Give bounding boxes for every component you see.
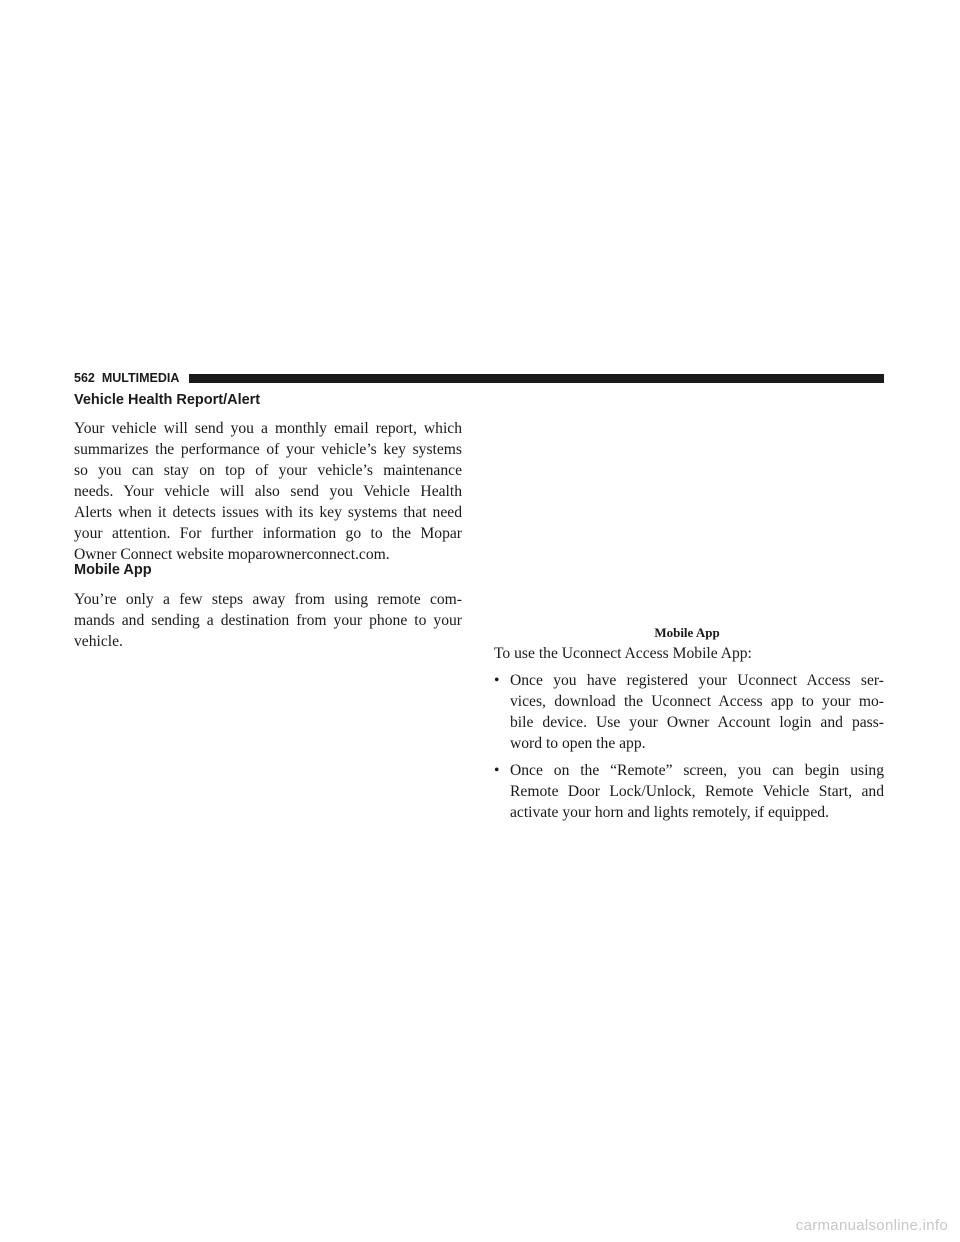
paragraph-line: You’re only a few steps away from using remote com- — [74, 591, 462, 608]
vehicle-health-paragraph — [74, 418, 462, 565]
section-title: MULTIMEDIA — [101, 371, 180, 385]
bullet-item-register — [494, 670, 884, 754]
paragraph-line: mands and sending a destination from your phone to your — [74, 612, 462, 629]
mobile-app-heading: Mobile App — [74, 562, 152, 578]
bullet-icon: • — [494, 762, 500, 779]
bullet-line: activate your horn and lights remotely, if equipped. — [510, 804, 830, 821]
bullet-icon: • — [494, 672, 500, 689]
bullet-line: vices, download the Uconnect Access app to your mo- — [510, 693, 884, 710]
paragraph-line: needs. Your vehicle will also send you Vehicle Health — [74, 483, 462, 500]
bullet-line: Once on the “Remote” screen, you can begin using — [510, 762, 884, 779]
bullet-line: Once you have registered your Uconnect Access ser- — [510, 672, 884, 689]
bullet-line: bile device. Use your Owner Account login and pass- — [510, 714, 884, 731]
paragraph-line: so you can stay on top of your vehicle’s maintenance — [74, 462, 462, 479]
mobile-app-figure — [494, 390, 884, 618]
bullet-text — [510, 760, 884, 823]
page-header — [74, 370, 884, 386]
paragraph-line: Your vehicle will send you a monthly email report, which — [74, 420, 462, 437]
paragraph-line: vehicle. — [74, 633, 123, 650]
paragraph-line: your attention. For further information go to the Mopar — [74, 525, 462, 542]
intro-text — [494, 643, 884, 664]
paragraph-line: Alerts when it detects issues with its key systems that need — [74, 504, 462, 521]
page-number: 562 — [74, 371, 95, 385]
bullet-item-remote — [494, 760, 884, 823]
paragraph-line: summarizes the performance of your vehicle’s key systems — [74, 441, 462, 458]
mobile-app-paragraph — [74, 589, 462, 652]
intro-line: To use the Uconnect Access Mobile App: — [494, 645, 752, 662]
bullet-line: Remote Door Lock/Unlock, Remote Vehicle Start, and — [510, 783, 884, 800]
watermark: carmanualsonline.info — [795, 1217, 948, 1234]
figure-caption: Mobile App — [654, 625, 720, 640]
paragraph-line: Owner Connect website moparownerconnect.com. — [74, 546, 390, 563]
bullet-line: word to open the app. — [510, 735, 646, 752]
header-rule — [189, 374, 884, 383]
vehicle-health-heading: Vehicle Health Report/Alert — [74, 392, 261, 408]
bullet-text — [510, 670, 884, 754]
